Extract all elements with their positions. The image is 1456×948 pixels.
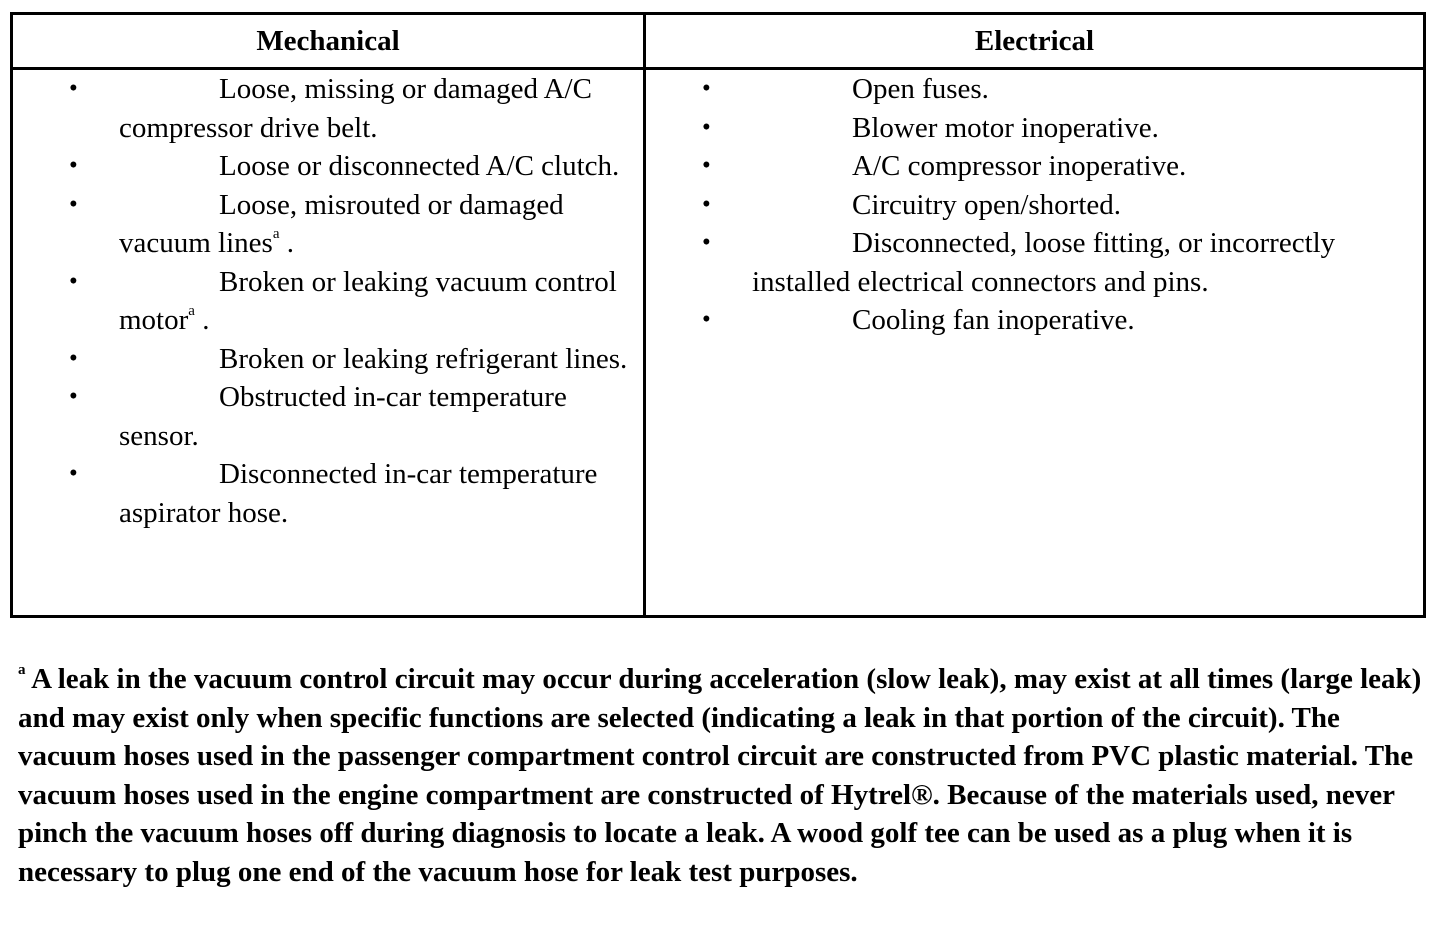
bullet-icon: •	[702, 113, 711, 141]
list-item	[646, 109, 1423, 148]
bullet-icon: •	[69, 460, 78, 487]
header-row	[12, 14, 1425, 69]
list-item	[13, 70, 643, 147]
list-item-text: Broken or leaking vacuum control motor	[119, 265, 617, 336]
list-item	[646, 301, 1423, 340]
electrical-cell	[645, 69, 1425, 617]
footnote-marker: a	[18, 662, 26, 678]
list-item-text: Loose, missing or damaged A/C compressor drive belt.	[119, 73, 592, 144]
list-item	[13, 147, 643, 186]
bullet-icon: •	[69, 190, 78, 218]
bullet-icon: •	[702, 75, 711, 102]
bullet-icon: •	[69, 152, 78, 179]
bullet-icon: •	[69, 344, 78, 372]
list-item	[13, 186, 643, 263]
header-mechanical: Mechanical	[12, 14, 645, 69]
symptom-table	[10, 12, 1426, 618]
list-item-text: Disconnected in-car temperature aspirator hose.	[119, 458, 598, 529]
list-item-text: Obstructed in-car temperature sensor.	[119, 381, 567, 452]
list-item	[13, 455, 643, 532]
list-item-text: Loose, misrouted or damaged vacuum lines	[119, 188, 564, 259]
list-item-text: Circuitry open/shorted.	[852, 188, 1122, 221]
mechanical-cell	[12, 69, 645, 617]
list-item	[646, 224, 1423, 301]
list-item-text: A/C compressor inoperative.	[852, 150, 1187, 182]
list-item	[13, 378, 643, 455]
bullet-icon: •	[702, 152, 711, 179]
bullet-icon: •	[702, 229, 711, 256]
footnote-text: A leak in the vacuum control circuit may occur during acceleration (slow leak), may exist at all times (large leak) and may exist only when specific functions are selected (indicating a leak in that portion of the circuit). The vacuum hoses used in the passenger compartment control circuit are constructed from PVC plastic material. The vacuum hoses used in the engine compartment are constructed of Hytrel®. Because of the materials used, never pinch the vacuum hoses off during diagnosis to locate a leak. A wood golf tee can be used as a plug when it is necessary to plug one end of the vacuum hose for leak test purposes.	[18, 663, 1422, 888]
bullet-icon: •	[69, 75, 78, 102]
electrical-list	[646, 70, 1423, 340]
list-item-tail: .	[279, 227, 294, 259]
list-item-text: Blower motor inoperative.	[852, 111, 1159, 144]
body-row	[12, 69, 1425, 617]
list-item	[646, 147, 1423, 186]
list-item-text: Loose or disconnected A/C clutch.	[219, 150, 620, 182]
list-item	[646, 70, 1423, 109]
footnote-ref: a	[188, 303, 195, 319]
footnote-ref: a	[272, 226, 280, 242]
list-item-text: Broken or leaking refrigerant lines.	[219, 342, 628, 375]
list-item	[646, 186, 1423, 225]
footnote	[18, 660, 1438, 891]
list-item-text: Disconnected, loose fitting, or incorrectly installed electrical connectors and pins.	[752, 227, 1336, 298]
list-item-tail: .	[194, 304, 210, 336]
bullet-icon: •	[69, 267, 78, 295]
bullet-icon: •	[702, 306, 711, 333]
bullet-icon: •	[702, 190, 711, 218]
bullet-icon: •	[69, 383, 78, 410]
list-item-text: Cooling fan inoperative.	[852, 304, 1135, 336]
list-item	[13, 263, 643, 340]
list-item	[13, 340, 643, 379]
list-item-text: Open fuses.	[852, 73, 989, 105]
header-electrical: Electrical	[645, 14, 1425, 69]
mechanical-list	[13, 70, 643, 532]
